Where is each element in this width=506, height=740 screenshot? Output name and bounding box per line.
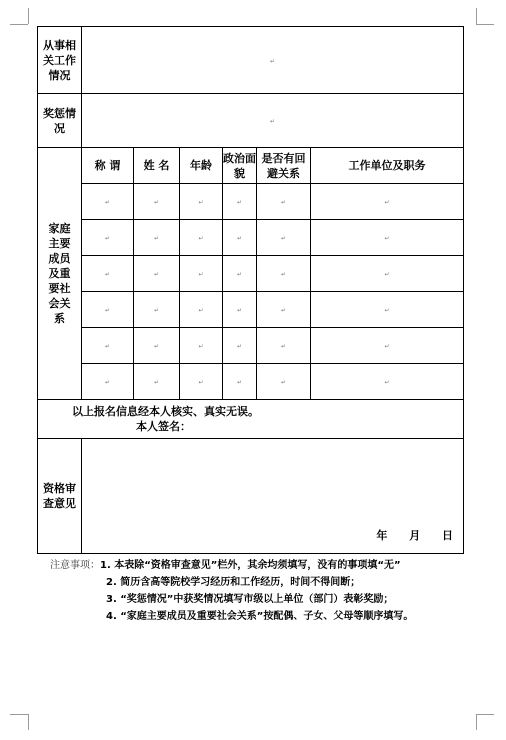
family-cell[interactable]: ↵	[257, 364, 311, 400]
header-title: 称 谓	[82, 148, 134, 184]
family-cell[interactable]: ↵	[223, 292, 257, 328]
family-cell[interactable]: ↵	[82, 220, 134, 256]
notes-heading: 注意事项：	[50, 560, 100, 571]
family-member-row	[38, 220, 464, 256]
header-employer-position: 工作单位及职务	[311, 148, 464, 184]
family-cell[interactable]: ↵	[223, 256, 257, 292]
family-cell[interactable]: ↵	[134, 220, 180, 256]
family-cell[interactable]: ↵	[311, 292, 464, 328]
review-row	[38, 439, 464, 554]
header-age: 年龄	[180, 148, 223, 184]
family-cell[interactable]: ↵	[82, 256, 134, 292]
crop-mark-top-left-h	[10, 24, 28, 25]
family-cell[interactable]: ↵	[257, 292, 311, 328]
review-date: 年 月 日	[376, 529, 454, 542]
family-cell[interactable]: ↵	[180, 292, 223, 328]
family-cell[interactable]: ↵	[257, 220, 311, 256]
signature-label: 本人签名：	[136, 420, 191, 433]
work-experience-row	[38, 27, 464, 94]
notes-item-1	[50, 557, 413, 574]
crop-mark-bottom-right-v	[476, 714, 477, 730]
header-avoidance-relation: 是否有回避关系	[257, 148, 311, 184]
crop-mark-bottom-left-v	[28, 714, 29, 730]
family-cell[interactable]: ↵	[311, 220, 464, 256]
family-cell[interactable]: ↵	[82, 184, 134, 220]
crop-mark-top-left-v	[28, 8, 29, 24]
family-cell[interactable]: ↵	[257, 328, 311, 364]
family-cell[interactable]: ↵	[180, 220, 223, 256]
family-member-row	[38, 364, 464, 400]
family-cell[interactable]: ↵	[180, 364, 223, 400]
awards-content[interactable]: ↵	[82, 94, 464, 148]
work-experience-label: 从事相关工作情况	[38, 27, 82, 94]
awards-label: 奖惩情况	[38, 94, 82, 148]
work-experience-content[interactable]: ↵	[82, 27, 464, 94]
family-header-row	[38, 148, 464, 184]
registration-form-table	[37, 26, 464, 554]
header-name: 姓 名	[134, 148, 180, 184]
crop-mark-bottom-right-h	[476, 714, 494, 715]
family-cell[interactable]: ↵	[311, 184, 464, 220]
family-cell[interactable]: ↵	[134, 292, 180, 328]
family-cell[interactable]: ↵	[257, 184, 311, 220]
crop-mark-top-right-h	[476, 24, 494, 25]
family-label: 家庭主要成员及重要社会关系	[38, 148, 82, 400]
family-cell[interactable]: ↵	[180, 328, 223, 364]
family-cell[interactable]: ↵	[311, 364, 464, 400]
crop-mark-bottom-left-h	[10, 714, 28, 715]
header-political-status: 政治面貌	[223, 148, 257, 184]
family-cell[interactable]: ↵	[180, 184, 223, 220]
family-cell[interactable]: ↵	[134, 328, 180, 364]
family-cell[interactable]: ↵	[311, 256, 464, 292]
review-content[interactable]	[82, 439, 464, 554]
family-cell[interactable]: ↵	[134, 256, 180, 292]
family-member-row	[38, 184, 464, 220]
notes-section	[50, 557, 413, 625]
family-cell[interactable]: ↵	[223, 328, 257, 364]
crop-mark-top-right-v	[476, 8, 477, 24]
family-cell[interactable]: ↵	[82, 364, 134, 400]
review-label: 资格审查意见	[38, 439, 82, 554]
family-cell[interactable]: ↵	[180, 256, 223, 292]
declaration-text: 以上报名信息经本人核实、真实无误。	[72, 405, 259, 418]
family-cell[interactable]: ↵	[223, 220, 257, 256]
family-cell[interactable]: ↵	[82, 292, 134, 328]
notes-item-text: 1. 本表除“资格审查意见”栏外，其余均须填写，没有的事项填“无”	[100, 560, 401, 571]
notes-item-2: 2. 简历含高等院校学习经历和工作经历，时间不得间断；	[106, 577, 361, 588]
family-member-row	[38, 292, 464, 328]
notes-item-4: 4. “家庭主要成员及重要社会关系”按配偶、子女、父母等顺序填写。	[106, 611, 414, 622]
family-cell[interactable]: ↵	[134, 184, 180, 220]
notes-item-3: 3. “奖惩情况”中获奖情况填写市级以上单位（部门）表彰奖励；	[106, 594, 394, 605]
family-cell[interactable]: ↵	[223, 364, 257, 400]
family-cell[interactable]: ↵	[257, 256, 311, 292]
declaration-row	[38, 400, 464, 439]
family-cell[interactable]: ↵	[134, 364, 180, 400]
family-cell[interactable]: ↵	[82, 328, 134, 364]
family-cell[interactable]: ↵	[311, 328, 464, 364]
family-member-row	[38, 256, 464, 292]
family-cell[interactable]: ↵	[223, 184, 257, 220]
awards-row	[38, 94, 464, 148]
family-member-row	[38, 328, 464, 364]
declaration-cell	[38, 400, 464, 439]
